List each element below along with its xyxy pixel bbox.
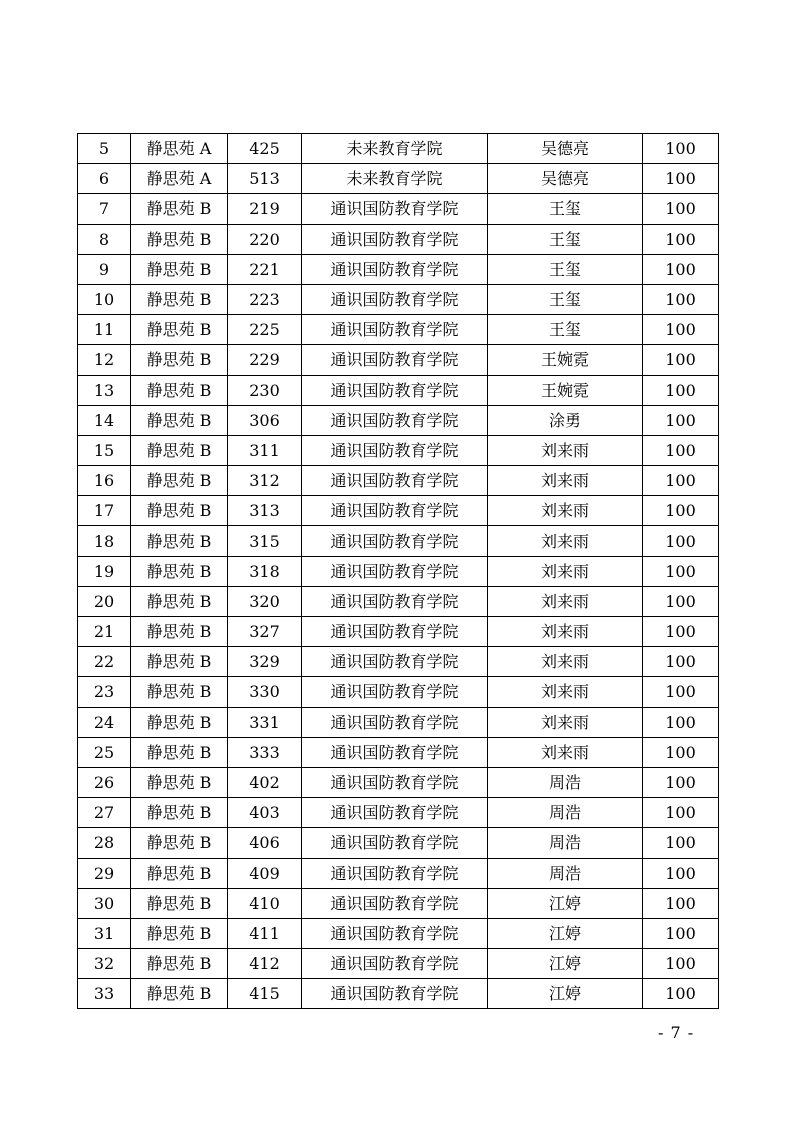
room-number-cell: 330: [228, 677, 302, 707]
score-cell: 100: [643, 858, 719, 888]
building-cell: 静思苑 B: [131, 375, 228, 405]
score-cell: 100: [643, 888, 719, 918]
room-number-cell: 425: [228, 134, 302, 164]
table-row: [78, 828, 719, 858]
row-index-cell: 8: [78, 224, 131, 254]
counselor-name-cell: 江婷: [488, 888, 643, 918]
room-number-cell: 311: [228, 435, 302, 465]
table-row: [78, 315, 719, 345]
room-number-cell: 220: [228, 224, 302, 254]
counselor-name-cell: 王玺: [488, 194, 643, 224]
room-number-cell: 318: [228, 556, 302, 586]
score-cell: 100: [643, 556, 719, 586]
counselor-name-cell: 刘来雨: [488, 556, 643, 586]
building-cell: 静思苑 B: [131, 496, 228, 526]
room-number-cell: 329: [228, 647, 302, 677]
counselor-name-cell: 刘来雨: [488, 466, 643, 496]
counselor-name-cell: 周浩: [488, 828, 643, 858]
score-cell: 100: [643, 798, 719, 828]
room-number-cell: 410: [228, 888, 302, 918]
table-row: [78, 979, 719, 1009]
dormitory-score-table: [77, 133, 719, 1009]
score-cell: 100: [643, 949, 719, 979]
room-number-cell: 306: [228, 405, 302, 435]
college-cell: 通识国防教育学院: [302, 949, 488, 979]
college-cell: 未来教育学院: [302, 164, 488, 194]
row-index-cell: 16: [78, 466, 131, 496]
row-index-cell: 14: [78, 405, 131, 435]
college-cell: 通识国防教育学院: [302, 979, 488, 1009]
table-row: [78, 647, 719, 677]
counselor-name-cell: 周浩: [488, 767, 643, 797]
score-cell: 100: [643, 918, 719, 948]
building-cell: 静思苑 B: [131, 315, 228, 345]
building-cell: 静思苑 B: [131, 677, 228, 707]
college-cell: 通识国防教育学院: [302, 677, 488, 707]
counselor-name-cell: 刘来雨: [488, 707, 643, 737]
counselor-name-cell: 涂勇: [488, 405, 643, 435]
room-number-cell: 411: [228, 918, 302, 948]
table-row: [78, 556, 719, 586]
room-number-cell: 402: [228, 767, 302, 797]
college-cell: 通识国防教育学院: [302, 767, 488, 797]
score-cell: 100: [643, 405, 719, 435]
counselor-name-cell: 王玺: [488, 224, 643, 254]
room-number-cell: 313: [228, 496, 302, 526]
building-cell: 静思苑 B: [131, 737, 228, 767]
college-cell: 通识国防教育学院: [302, 345, 488, 375]
counselor-name-cell: 周浩: [488, 798, 643, 828]
building-cell: 静思苑 B: [131, 888, 228, 918]
counselor-name-cell: 江婷: [488, 949, 643, 979]
row-index-cell: 12: [78, 345, 131, 375]
college-cell: 通识国防教育学院: [302, 858, 488, 888]
row-index-cell: 18: [78, 526, 131, 556]
building-cell: 静思苑 B: [131, 526, 228, 556]
table-row: [78, 918, 719, 948]
table-row: [78, 767, 719, 797]
row-index-cell: 7: [78, 194, 131, 224]
row-index-cell: 30: [78, 888, 131, 918]
room-number-cell: 221: [228, 254, 302, 284]
row-index-cell: 28: [78, 828, 131, 858]
score-cell: 100: [643, 979, 719, 1009]
room-number-cell: 223: [228, 284, 302, 314]
table-row: [78, 194, 719, 224]
score-cell: 100: [643, 496, 719, 526]
counselor-name-cell: 江婷: [488, 918, 643, 948]
college-cell: 通识国防教育学院: [302, 254, 488, 284]
table-body: [78, 134, 719, 1009]
counselor-name-cell: 刘来雨: [488, 526, 643, 556]
table-row: [78, 677, 719, 707]
room-number-cell: 403: [228, 798, 302, 828]
counselor-name-cell: 吴德亮: [488, 134, 643, 164]
building-cell: 静思苑 B: [131, 194, 228, 224]
score-cell: 100: [643, 466, 719, 496]
row-index-cell: 33: [78, 979, 131, 1009]
score-cell: 100: [643, 134, 719, 164]
row-index-cell: 27: [78, 798, 131, 828]
college-cell: 通识国防教育学院: [302, 828, 488, 858]
room-number-cell: 315: [228, 526, 302, 556]
college-cell: 通识国防教育学院: [302, 224, 488, 254]
table-row: [78, 164, 719, 194]
score-cell: 100: [643, 224, 719, 254]
table-row: [78, 888, 719, 918]
room-number-cell: 219: [228, 194, 302, 224]
college-cell: 通识国防教育学院: [302, 526, 488, 556]
row-index-cell: 20: [78, 586, 131, 616]
college-cell: 通识国防教育学院: [302, 617, 488, 647]
room-number-cell: 415: [228, 979, 302, 1009]
score-cell: 100: [643, 435, 719, 465]
room-number-cell: 312: [228, 466, 302, 496]
counselor-name-cell: 刘来雨: [488, 435, 643, 465]
building-cell: 静思苑 B: [131, 224, 228, 254]
score-cell: 100: [643, 164, 719, 194]
building-cell: 静思苑 A: [131, 164, 228, 194]
building-cell: 静思苑 B: [131, 405, 228, 435]
building-cell: 静思苑 B: [131, 918, 228, 948]
college-cell: 通识国防教育学院: [302, 405, 488, 435]
building-cell: 静思苑 B: [131, 767, 228, 797]
college-cell: 通识国防教育学院: [302, 918, 488, 948]
table-row: [78, 466, 719, 496]
building-cell: 静思苑 B: [131, 828, 228, 858]
score-cell: 100: [643, 194, 719, 224]
score-cell: 100: [643, 767, 719, 797]
building-cell: 静思苑 A: [131, 134, 228, 164]
score-cell: 100: [643, 345, 719, 375]
table-row: [78, 586, 719, 616]
counselor-name-cell: 刘来雨: [488, 586, 643, 616]
college-cell: 通识国防教育学院: [302, 284, 488, 314]
room-number-cell: 412: [228, 949, 302, 979]
building-cell: 静思苑 B: [131, 647, 228, 677]
table-row: [78, 949, 719, 979]
row-index-cell: 32: [78, 949, 131, 979]
table-row: [78, 405, 719, 435]
room-number-cell: 230: [228, 375, 302, 405]
college-cell: 通识国防教育学院: [302, 466, 488, 496]
table-row: [78, 798, 719, 828]
college-cell: 通识国防教育学院: [302, 888, 488, 918]
score-cell: 100: [643, 737, 719, 767]
score-cell: 100: [643, 647, 719, 677]
counselor-name-cell: 王玺: [488, 315, 643, 345]
row-index-cell: 29: [78, 858, 131, 888]
counselor-name-cell: 王婉霓: [488, 345, 643, 375]
table-row: [78, 707, 719, 737]
building-cell: 静思苑 B: [131, 979, 228, 1009]
row-index-cell: 25: [78, 737, 131, 767]
building-cell: 静思苑 B: [131, 254, 228, 284]
score-cell: 100: [643, 284, 719, 314]
row-index-cell: 9: [78, 254, 131, 284]
table-row: [78, 254, 719, 284]
score-cell: 100: [643, 586, 719, 616]
counselor-name-cell: 刘来雨: [488, 737, 643, 767]
college-cell: 通识国防教育学院: [302, 435, 488, 465]
row-index-cell: 23: [78, 677, 131, 707]
college-cell: 未来教育学院: [302, 134, 488, 164]
row-index-cell: 10: [78, 284, 131, 314]
row-index-cell: 24: [78, 707, 131, 737]
table-row: [78, 617, 719, 647]
building-cell: 静思苑 B: [131, 798, 228, 828]
score-cell: 100: [643, 677, 719, 707]
row-index-cell: 19: [78, 556, 131, 586]
counselor-name-cell: 刘来雨: [488, 617, 643, 647]
row-index-cell: 13: [78, 375, 131, 405]
college-cell: 通识国防教育学院: [302, 798, 488, 828]
row-index-cell: 11: [78, 315, 131, 345]
score-cell: 100: [643, 254, 719, 284]
building-cell: 静思苑 B: [131, 617, 228, 647]
college-cell: 通识国防教育学院: [302, 737, 488, 767]
counselor-name-cell: 王玺: [488, 284, 643, 314]
room-number-cell: 225: [228, 315, 302, 345]
building-cell: 静思苑 B: [131, 949, 228, 979]
college-cell: 通识国防教育学院: [302, 586, 488, 616]
college-cell: 通识国防教育学院: [302, 315, 488, 345]
score-cell: 100: [643, 315, 719, 345]
counselor-name-cell: 吴德亮: [488, 164, 643, 194]
row-index-cell: 15: [78, 435, 131, 465]
score-cell: 100: [643, 617, 719, 647]
table-row: [78, 345, 719, 375]
counselor-name-cell: 王婉霓: [488, 375, 643, 405]
table-row: [78, 375, 719, 405]
table-row: [78, 496, 719, 526]
room-number-cell: 406: [228, 828, 302, 858]
row-index-cell: 6: [78, 164, 131, 194]
college-cell: 通识国防教育学院: [302, 496, 488, 526]
table-row: [78, 284, 719, 314]
building-cell: 静思苑 B: [131, 707, 228, 737]
row-index-cell: 31: [78, 918, 131, 948]
room-number-cell: 320: [228, 586, 302, 616]
row-index-cell: 22: [78, 647, 131, 677]
room-number-cell: 333: [228, 737, 302, 767]
table-row: [78, 858, 719, 888]
row-index-cell: 21: [78, 617, 131, 647]
counselor-name-cell: 刘来雨: [488, 677, 643, 707]
college-cell: 通识国防教育学院: [302, 707, 488, 737]
score-cell: 100: [643, 828, 719, 858]
table-row: [78, 526, 719, 556]
building-cell: 静思苑 B: [131, 466, 228, 496]
row-index-cell: 5: [78, 134, 131, 164]
building-cell: 静思苑 B: [131, 284, 228, 314]
room-number-cell: 513: [228, 164, 302, 194]
table-row: [78, 737, 719, 767]
table-row: [78, 134, 719, 164]
page-number: - 7 -: [658, 1023, 695, 1042]
room-number-cell: 327: [228, 617, 302, 647]
counselor-name-cell: 刘来雨: [488, 647, 643, 677]
table-row: [78, 224, 719, 254]
room-number-cell: 409: [228, 858, 302, 888]
building-cell: 静思苑 B: [131, 858, 228, 888]
building-cell: 静思苑 B: [131, 556, 228, 586]
row-index-cell: 26: [78, 767, 131, 797]
building-cell: 静思苑 B: [131, 435, 228, 465]
room-number-cell: 229: [228, 345, 302, 375]
score-cell: 100: [643, 375, 719, 405]
building-cell: 静思苑 B: [131, 345, 228, 375]
counselor-name-cell: 刘来雨: [488, 496, 643, 526]
room-number-cell: 331: [228, 707, 302, 737]
table-row: [78, 435, 719, 465]
score-cell: 100: [643, 526, 719, 556]
college-cell: 通识国防教育学院: [302, 647, 488, 677]
counselor-name-cell: 周浩: [488, 858, 643, 888]
college-cell: 通识国防教育学院: [302, 375, 488, 405]
college-cell: 通识国防教育学院: [302, 194, 488, 224]
building-cell: 静思苑 B: [131, 586, 228, 616]
row-index-cell: 17: [78, 496, 131, 526]
counselor-name-cell: 江婷: [488, 979, 643, 1009]
score-cell: 100: [643, 707, 719, 737]
college-cell: 通识国防教育学院: [302, 556, 488, 586]
counselor-name-cell: 王玺: [488, 254, 643, 284]
